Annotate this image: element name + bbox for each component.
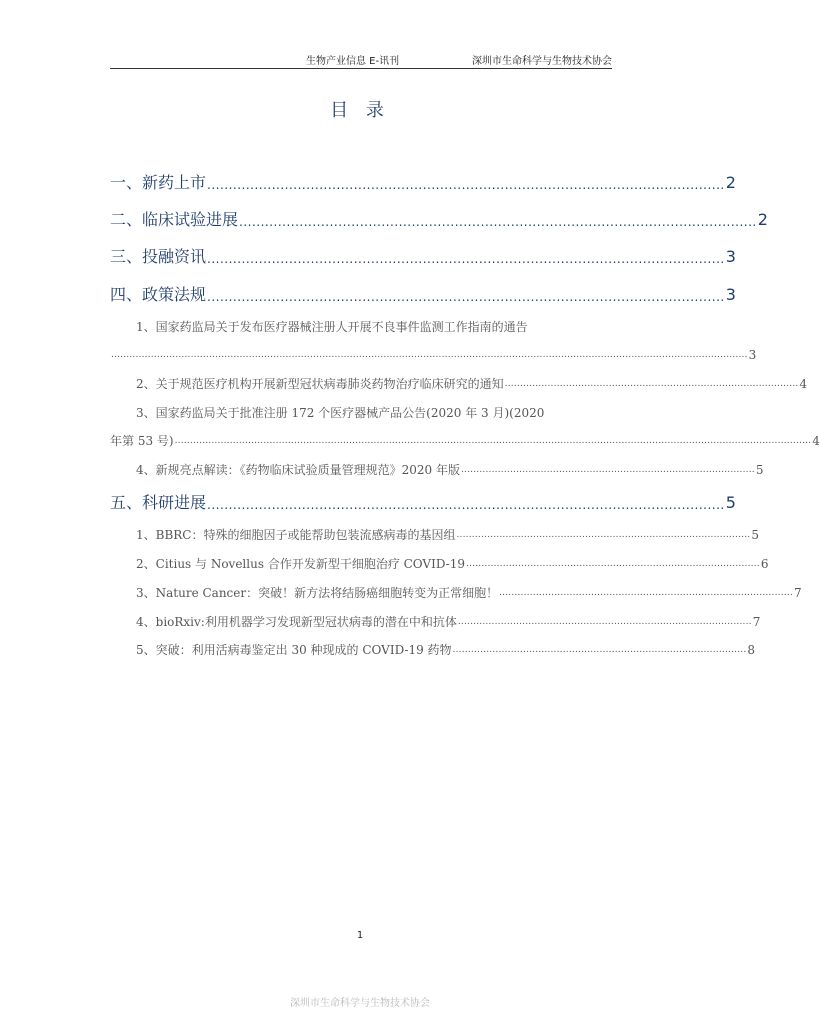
- dot-leader: ................................................................................................................................................................................................................: [111, 350, 748, 360]
- toc-entry-page: 3: [725, 285, 736, 304]
- page-footer: 深圳市生命科学与生物技术协会: [290, 998, 430, 1009]
- dot-leader: ................................................................................................: [461, 465, 755, 475]
- dot-leader: ........................................................................................................................: [207, 290, 725, 304]
- toc-entry-page: 5: [725, 493, 736, 512]
- toc-entry-page: 4: [812, 434, 820, 448]
- organization-name: 深圳市生命科学与生物技术协会: [472, 56, 612, 67]
- dot-leader: ................................................................................................: [456, 530, 751, 540]
- toc-entry-page: 6: [760, 557, 769, 571]
- toc-entry-label: 五、科研进展: [110, 493, 207, 512]
- toc-subentry-line[interactable]: 3、国家药监局关于批准注册 172 个医疗器械产品公告(2020 年 3 月)(2020: [136, 406, 545, 420]
- dot-leader: ................................................................................................: [504, 379, 799, 389]
- dot-leader: ........................................................................................................................: [207, 252, 725, 266]
- toc-entry-label: 2、关于规范医疗机构开展新型冠状病毒肺炎药物治疗临床研究的通知: [136, 377, 504, 391]
- dot-leader: ........................................................................................................................: [207, 498, 725, 512]
- toc-entry-clinical-trials[interactable]: [110, 209, 768, 231]
- toc-entry-page: 2: [725, 173, 736, 192]
- toc-subentry-4-1[interactable]: [110, 346, 757, 364]
- toc-entry-page: 5: [755, 463, 764, 477]
- toc-entry-label: 4、bioRxiv:利用机器学习发现新型冠状病毒的潜在中和抗体: [136, 615, 457, 629]
- toc-entry-label: 1、BBRC：特殊的细胞因子或能帮助包装流感病毒的基因组: [136, 528, 456, 542]
- toc-entry-label: 年第 53 号): [110, 434, 174, 448]
- toc-entry-page: 7: [793, 586, 802, 600]
- page-header: [110, 50, 612, 69]
- toc-subentry-4-3[interactable]: [110, 432, 820, 450]
- toc-subentry-line[interactable]: 1、国家药监局关于发布医疗器械注册人开展不良事件监测工作指南的通告: [136, 320, 528, 334]
- toc-subentry-5-2[interactable]: [136, 555, 769, 573]
- toc-subentry-5-3[interactable]: [136, 584, 802, 602]
- dot-leader: ................................................................................................: [457, 617, 752, 627]
- toc-entry-label: 2、Citius 与 Novellus 合作开发新型干细胞治疗 COVID-19: [136, 557, 466, 571]
- toc-entry-page: 3: [725, 247, 736, 266]
- toc-entry-investment[interactable]: [110, 246, 736, 268]
- dot-leader: ........................................................................................................................: [207, 178, 725, 192]
- toc-entry-page: 5: [751, 528, 759, 542]
- toc-title: 目 录: [330, 100, 390, 121]
- page-number: 1: [356, 930, 364, 941]
- toc-entry-label: 二、临床试验进展: [110, 210, 239, 229]
- toc-entry-label: 三、投融资讯: [110, 247, 207, 266]
- toc-entry-label: 3、Nature Cancer：突破！新方法将结肠癌细胞转变为正常细胞！: [136, 586, 499, 600]
- dot-leader: ................................................................................................: [499, 588, 793, 598]
- toc-entry-page: 2: [757, 210, 768, 229]
- toc-subentry-5-1[interactable]: [136, 526, 759, 544]
- dot-leader: ................................................................................................................................................................................................................: [174, 436, 812, 446]
- toc-subentry-5-4[interactable]: [136, 613, 761, 631]
- toc-entry-page: 3: [748, 348, 757, 362]
- toc-entry-page: 4: [799, 377, 808, 391]
- toc-entry-policy[interactable]: [110, 284, 736, 306]
- toc-entry-label: 4、新规亮点解读：《药物临床试验质量管理规范》2020 年版: [136, 463, 460, 477]
- dot-leader: ........................................................................................................................: [239, 215, 757, 229]
- toc-subentry-4-2[interactable]: [136, 375, 808, 393]
- toc-entry-new-drugs[interactable]: [110, 172, 736, 194]
- toc-entry-label: 5、突破：利用活病毒鉴定出 30 种现成的 COVID-19 药物: [136, 643, 452, 657]
- toc-subentry-5-5[interactable]: [136, 641, 756, 659]
- toc-entry-label: 一、新药上市: [110, 173, 207, 192]
- toc-entry-page: 7: [752, 615, 761, 629]
- toc-entry-label: 四、政策法规: [110, 285, 207, 304]
- toc-entry-page: 8: [747, 643, 756, 657]
- toc-subentry-4-4[interactable]: [136, 461, 764, 479]
- dot-leader: ................................................................................................: [452, 645, 747, 655]
- toc-entry-research[interactable]: [110, 492, 736, 514]
- publication-name: 生物产业信息 E-讯刊: [306, 56, 400, 67]
- dot-leader: ................................................................................................: [466, 559, 760, 569]
